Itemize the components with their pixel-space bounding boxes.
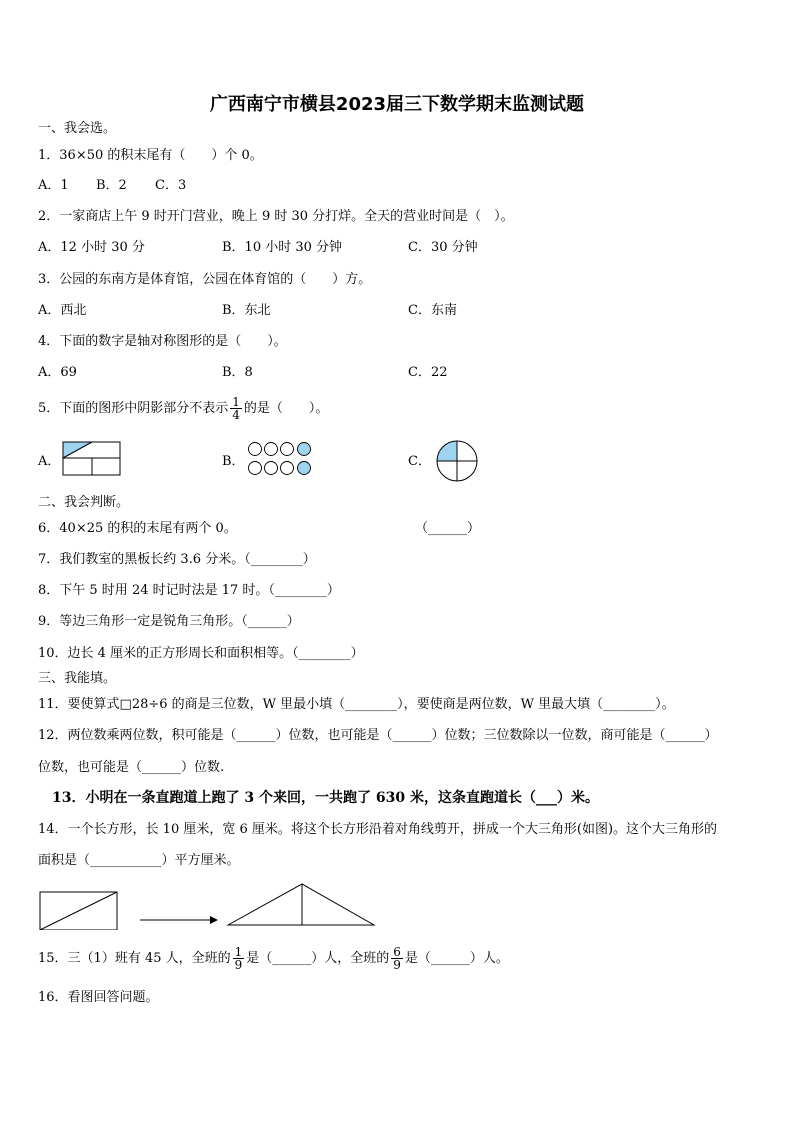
- q5-prefix: 5．下面的图形中阴影部分不表示: [38, 401, 229, 416]
- q3-option-a: A．西北: [38, 303, 87, 318]
- fraction-numerator: 1: [232, 395, 240, 409]
- circle-shaded: [298, 462, 311, 475]
- q2-option-b: B．10 小时 30 分钟: [222, 240, 343, 255]
- section-heading-1: 一、我会选。: [38, 121, 117, 136]
- question-11: 11．要使算式□28÷6 的商是三位数，W 里最小填（________），要使商是两位数，W 里最大填（________）。: [38, 697, 675, 712]
- q3-option-c: C．东南: [408, 303, 457, 318]
- q4-option-c: C．22: [408, 365, 448, 380]
- section-heading-2: 二、我会判断。: [38, 495, 130, 510]
- question-16: 16．看图回答问题。: [38, 990, 159, 1005]
- rectangle-to-triangle-figure: [38, 880, 378, 930]
- fraction-denominator: 4: [232, 408, 240, 422]
- circle-empty: [249, 443, 262, 456]
- circle-quarter-figure: [435, 439, 479, 483]
- q2-option-c: C．30 分钟: [408, 240, 478, 255]
- question-14-line-2: 面积是（___________）平方厘米。: [38, 853, 240, 868]
- q3-option-b: B．东北: [222, 303, 271, 318]
- page-title: 广西南宁市横县2023届三下数学期末监测试题: [209, 94, 585, 115]
- circle-empty: [265, 462, 278, 475]
- q15-middle: 是（______）人，全班的: [246, 951, 390, 966]
- fraction-denominator: 9: [393, 958, 401, 972]
- question-13: 13．小明在一条直跑道上跑了 3 个来回，一共跑了 630 米，这条直跑道长（___）米。: [52, 790, 599, 806]
- q1-option-b: B．2: [96, 178, 127, 193]
- question-12-line-1: 12．两位数乘两位数，积可能是（______）位数，也可能是（______）位数；三位数除以一位数，商可能是（______）: [38, 728, 718, 743]
- question-7: 7．我们教室的黑板长约 3.6 分米。（________）: [38, 552, 316, 567]
- question-15: [38, 946, 509, 972]
- q2-option-a: A．12 小时 30 分: [38, 240, 145, 255]
- rectangle-diagonal: [40, 892, 117, 930]
- question-6: 6．40×25 的积的末尾有两个 0。: [38, 521, 237, 536]
- q15-prefix: 15．三（1）班有 45 人，全班的: [38, 951, 231, 966]
- q4-option-b: B．8: [222, 365, 253, 380]
- fraction-denominator: 9: [234, 958, 243, 972]
- question-12-line-2: 位数，也可能是（______）位数.: [38, 760, 225, 775]
- section-heading-3: 三、我能填。: [38, 671, 117, 686]
- question-2: 2．一家商店上午 9 时开门营业，晚上 9 时 30 分打烊。全天的营业时间是（ ）。: [38, 209, 514, 224]
- circle-empty: [249, 462, 262, 475]
- q6-answer-blank: （______）: [415, 521, 481, 536]
- question-1: 1．36×50 的积末尾有（ ）个 0。: [38, 148, 263, 163]
- fraction-six-ninths: [391, 946, 403, 971]
- fraction-numerator: 1: [234, 945, 243, 959]
- question-8: 8．下午 5 时用 24 时记时法是 17 时。（________）: [38, 583, 340, 598]
- fraction-one-ninth: [233, 946, 245, 971]
- question-14-line-1: 14．一个长方形，长 10 厘米，宽 6 厘米。将这个长方形沿着对角线剪开，拼成一个大三角形(如图)。这个大三角形的: [38, 822, 718, 837]
- arrow-head-icon: [210, 916, 218, 924]
- question-5: [38, 396, 328, 421]
- q1-option-c: C．3: [155, 178, 187, 193]
- fraction-numerator: 6: [393, 945, 401, 959]
- rectangle-shaded-figure: [62, 441, 122, 477]
- question-4: 4．下面的数字是轴对称图形的是（ ）。: [38, 334, 287, 349]
- question-9: 9．等边三角形一定是锐角三角形。（______）: [38, 614, 300, 629]
- big-triangle: [228, 884, 374, 925]
- q5-option-b: B．: [222, 454, 245, 469]
- question-3: 3．公园的东南方是体育馆，公园在体育馆的（ ）方。: [38, 272, 372, 287]
- q4-option-a: A．69: [38, 365, 77, 380]
- question-10: 10．边长 4 厘米的正方形周长和面积相等。（________）: [38, 646, 364, 661]
- q5-suffix: 的是（ ）。: [243, 401, 329, 416]
- circle-shaded: [298, 443, 311, 456]
- q5-option-a: A．: [38, 454, 61, 469]
- q5-option-c: C．: [408, 454, 431, 469]
- q1-option-a: A．1: [38, 178, 69, 193]
- q15-suffix: 是（______）人。: [404, 951, 509, 966]
- circle-empty: [265, 443, 278, 456]
- circle-empty: [281, 462, 294, 475]
- circles-figure: [247, 441, 317, 479]
- circle-empty: [281, 443, 294, 456]
- fraction-one-quarter: [230, 396, 242, 421]
